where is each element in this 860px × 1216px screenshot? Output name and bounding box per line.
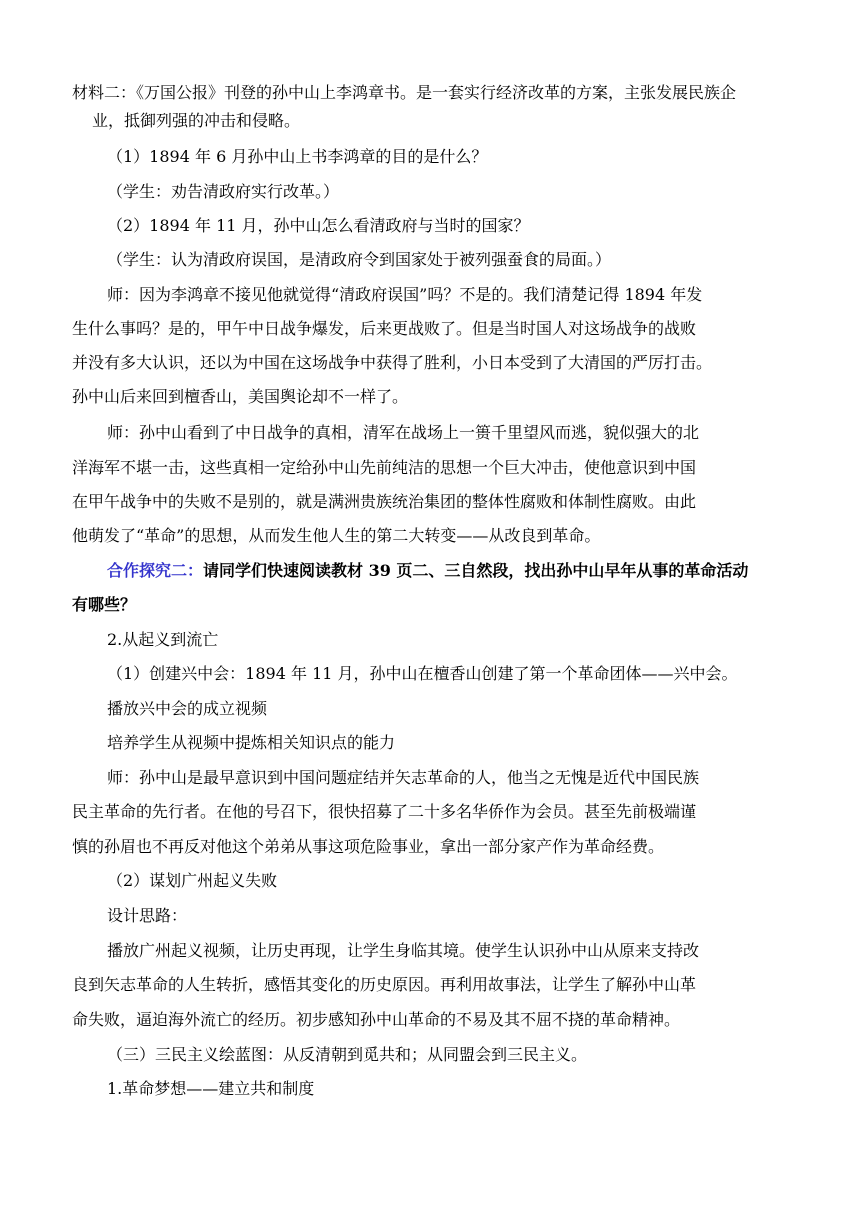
teacher-line: 慎的孙眉也不再反对他这个弟弟从事这项危险事业，拿出一部分家产作为革命经费。 (72, 837, 665, 856)
teacher-line: 在甲午战争中的失败不是别的，就是满洲贵族统治集团的整体性腐败和体制性腐败。由此 (72, 492, 697, 511)
design-line: 良到矢志革命的人生转折，感悟其变化的历史原因。再利用故事法，让学生了解孙中山革 (72, 975, 697, 994)
teacher-line: 师：孙中山看到了中日战争的真相，清军在战场上一篑千里望风而逃，貌似强大的北 (107, 423, 700, 442)
question-line: （1）1894 年 6 月孙中山上书李鸿章的目的是什么？ (107, 147, 488, 166)
section-heading: 1.革命梦想——建立共和制度 (107, 1079, 315, 1098)
section-heading: 2.从起义到流亡 (107, 630, 219, 649)
activity-line: 培养学生从视频中提炼相关知识点的能力 (107, 733, 396, 752)
inquiry-line: 有哪些？ (72, 595, 137, 614)
teacher-line: 师：孙中山是最早意识到中国问题症结并矢志革命的人，他当之无愧是近代中国民族 (107, 768, 700, 787)
teacher-line: 民主革命的先行者。在他的号召下，很快招募了二十多名华侨作为会员。甚至先前极端谨 (72, 802, 697, 821)
design-heading: 设计思路： (107, 906, 188, 925)
design-line: 命失败，逼迫海外流亡的经历。初步感知孙中山革命的不易及其不屈不挠的革命精神。 (72, 1010, 681, 1029)
question-line: （2）1894 年 11 月，孙中山怎么看清政府与当时的国家？ (107, 216, 530, 235)
teacher-line: 洋海军不堪一击，这些真相一定给孙中山先前纯洁的思想一个巨大冲击，使他意识到中国 (72, 458, 697, 477)
section-heading: （三）三民主义绘蓝图：从反清朝到觅共和；从同盟会到三民主义。 (107, 1045, 588, 1064)
student-answer-line: （学生：劝告清政府实行改革。） (107, 182, 340, 201)
teacher-line: 他萌发了“革命”的思想，从而发生他人生的第二大转变——从改良到革命。 (72, 526, 601, 545)
paragraph-line: 业，抵御列强的冲击和侵略。 (92, 111, 301, 130)
teacher-line: 并没有多大认识，还以为中国在这场战争中获得了胜利，小日本受到了大清国的严厉打击。 (72, 353, 713, 372)
student-answer-line: （学生：认为清政府误国，是清政府令到国家处于被列强蚕食的局面。） (107, 250, 612, 269)
paragraph-line: 材料二：《万国公报》刊登的孙中山上李鸿章书。是一套实行经济改革的方案，主张发展民族企 (72, 83, 737, 102)
teacher-line: 师：因为李鸿章不接见他就觉得“清政府误国”吗？不是的。我们清楚记得 1894 年发 (107, 285, 703, 304)
activity-line: 播放兴中会的成立视频 (107, 699, 268, 718)
inquiry-line (107, 558, 748, 581)
subsection-line: （2）谋划广州起义失败 (107, 871, 278, 890)
design-line: 播放广州起义视频，让历史再现，让学生身临其境。使学生认识孙中山从原来支持改 (107, 941, 700, 960)
inquiry-label: 合作探究二： (107, 561, 204, 580)
teacher-line: 孙中山后来回到檀香山，美国舆论却不一样了。 (72, 387, 409, 406)
subsection-line: （1）创建兴中会：1894 年 11 月，孙中山在檀香山创建了第一个革命团体——兴中会。 (107, 664, 738, 683)
teacher-line: 生什么事吗？是的，甲午中日战争爆发，后来更战败了。但是当时国人对这场战争的战败 (72, 319, 697, 338)
inquiry-text: 请同学们快速阅读教材 39 页二、三自然段，找出孙中山早年从事的革命活动 (203, 561, 749, 580)
